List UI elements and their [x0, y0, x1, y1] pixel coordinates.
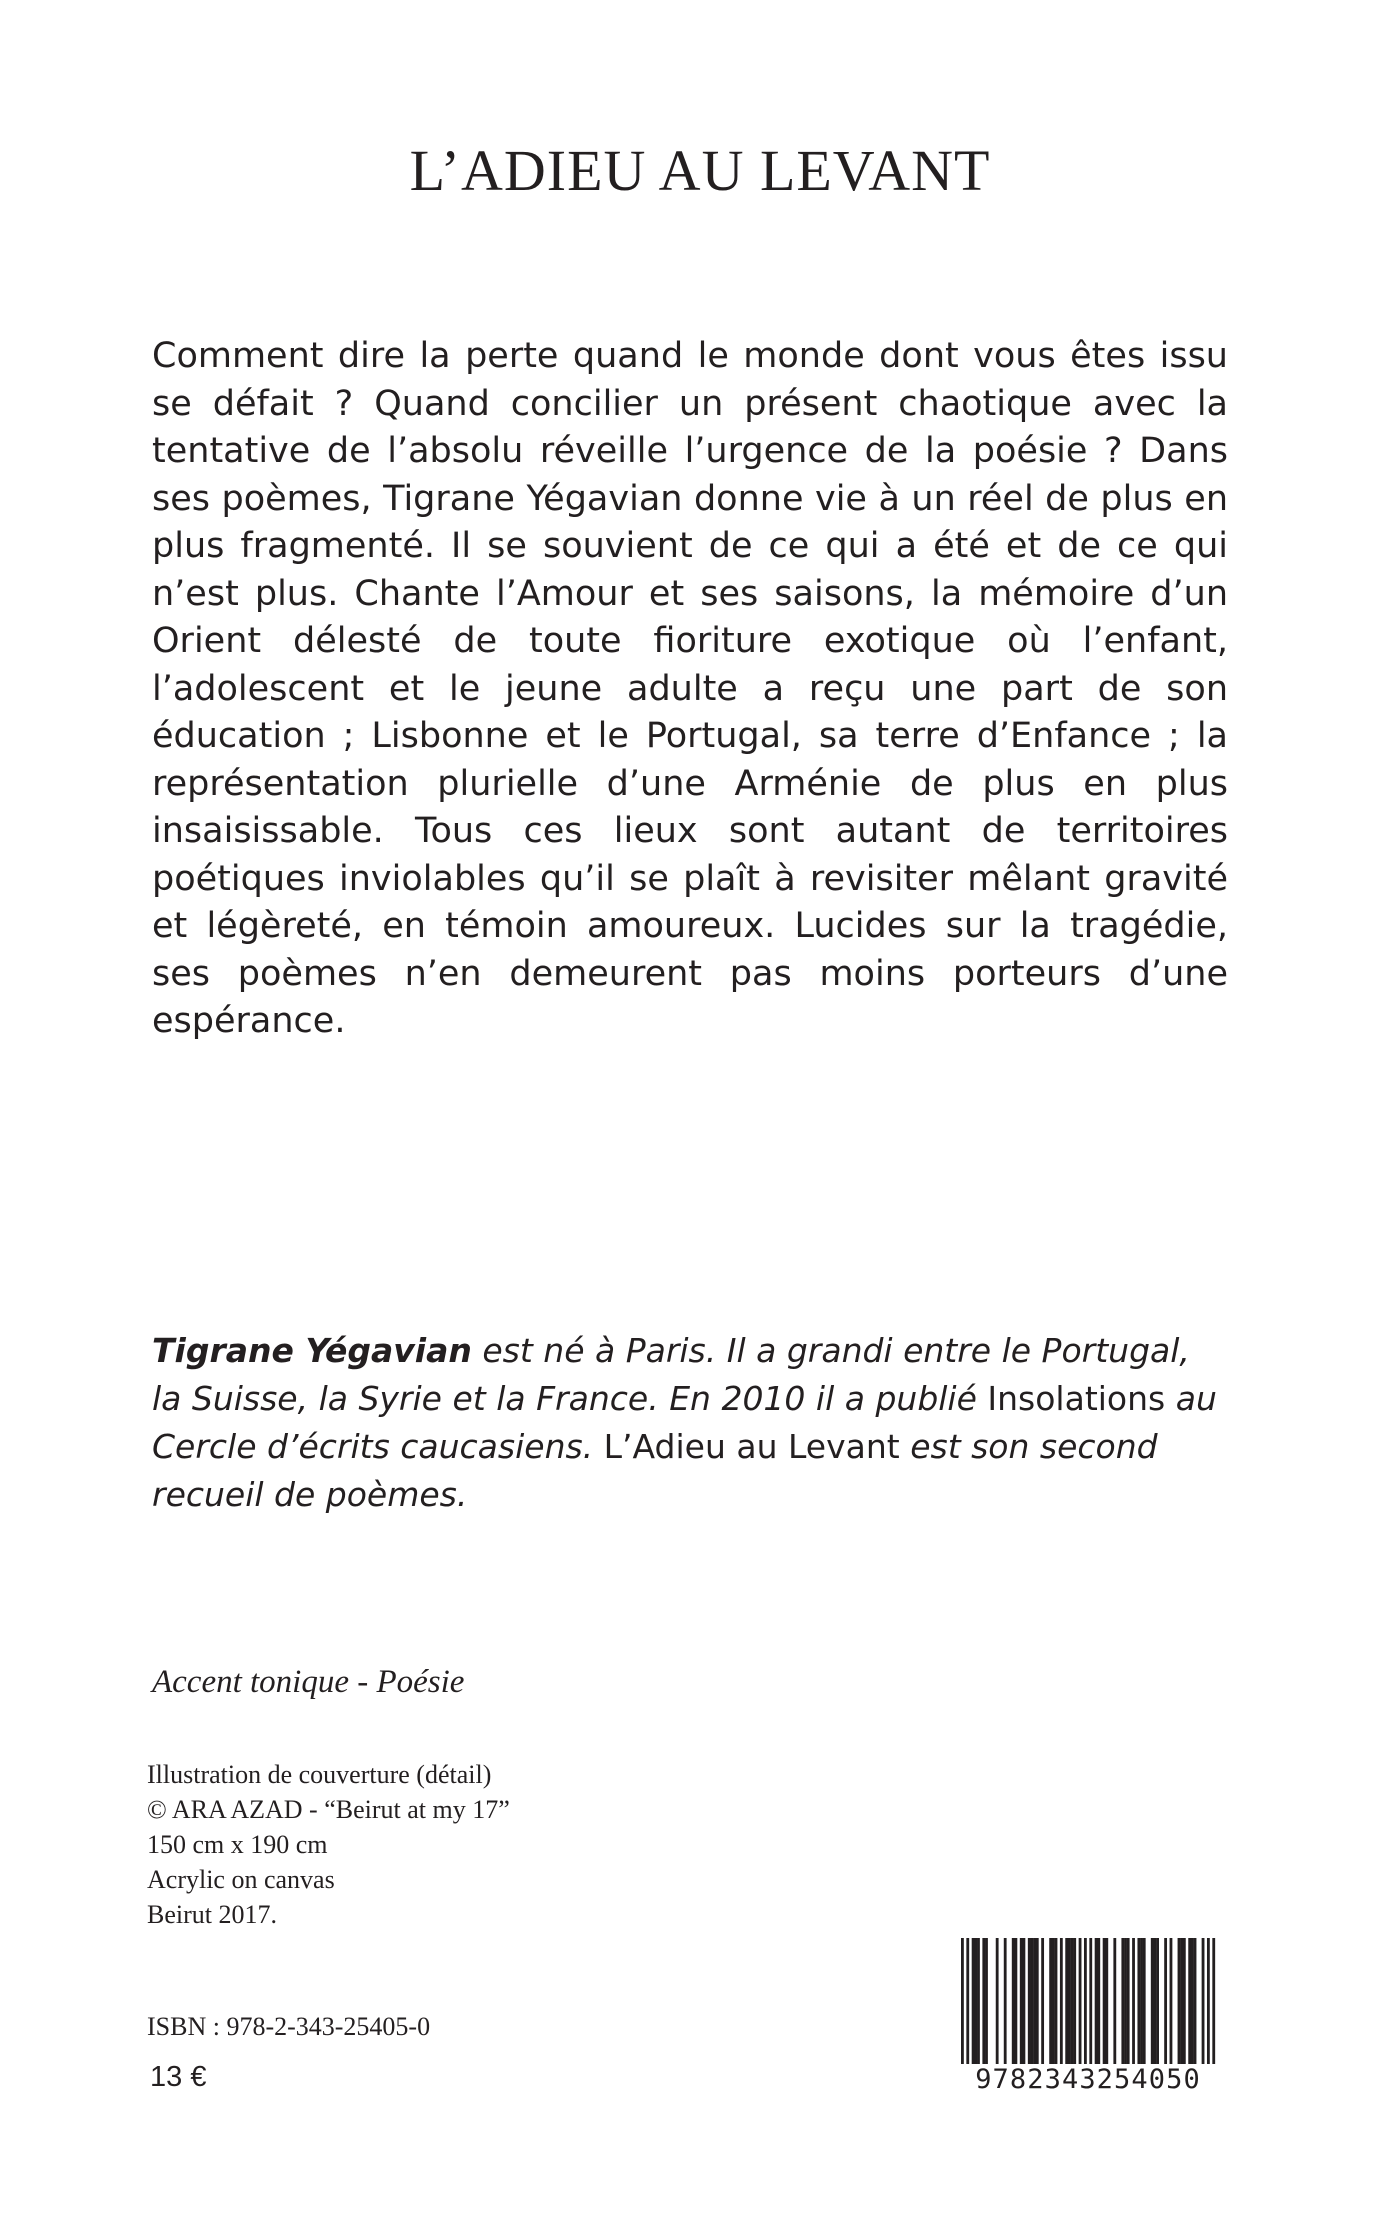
credit-line: Beirut 2017.: [147, 1900, 277, 1929]
barcode-bar: [1170, 1938, 1173, 2064]
barcode-bar: [1020, 1938, 1023, 2064]
barcode-digits: 9782343254050: [975, 2064, 1201, 2095]
barcode-bar: [1014, 1938, 1017, 2064]
barcode-bar: [1121, 1938, 1124, 2064]
barcode-bar: [1095, 1938, 1098, 2064]
barcode-bars: [959, 1938, 1217, 2064]
bio-text-1: est né à Paris. Il a grandi entre le Portugal, la Suisse, la Syrie et la France. En 2010 il a publié: [152, 1331, 1190, 1418]
barcode-bar: [1079, 1938, 1082, 2064]
barcode-bar: [1060, 1938, 1063, 2064]
barcode-bar: [977, 1938, 980, 2064]
back-cover-blurb: Comment dire la perte quand le monde dont vous êtes issu se défait ? Quand concilier un présent chaotique avec la tentative de l’absolu réveille l’urgence de la poésie ? Dans ses poèmes, Tigrane Yégavian donne vie à un réel de plus en plus fragmenté. Il se souvient de ce qui a été et de ce qui n’est plus. Chante l’Amour et ses saisons, la mémoire d’un Orient délesté de toute fioriture exotique où l’enfant, l’adolescent et le jeune adulte a reçu une part de son éducation ; Lisbonne et le Portugal, sa terre d’Enfance ; la représentation plurielle d’une Arménie de plus en plus insaisissable. Tous ces lieux sont autant de territoires poétiques inviolables qu’il se plaît à revisiter mêlant gravité et légèreté, en témoin amoureux. Lucides sur la tragédie, ses poèmes n’en demeurent pas moins porteurs d’une espérance.: [152, 336, 1228, 1041]
barcode-bar: [1022, 1938, 1025, 2064]
barcode-bar: [1055, 1938, 1058, 2064]
illustration-credits: [147, 1757, 510, 1932]
barcode-bar: [1194, 1938, 1197, 2064]
barcode-bar: [1033, 1938, 1036, 2064]
barcode-bar: [1132, 1938, 1135, 2064]
barcode-bar: [1105, 1938, 1108, 2064]
price: 13 €: [150, 2061, 207, 2093]
credit-line: Illustration de couverture (détail): [147, 1760, 492, 1789]
bio-text-2: au Cercle d’écrits caucasiens.: [152, 1379, 1217, 1466]
barcode-bar: [1207, 1938, 1210, 2064]
barcode-bar: [1191, 1938, 1194, 2064]
barcode-bar: [1097, 1938, 1100, 2064]
barcode-bar: [1012, 1938, 1015, 2064]
barcode-bar: [1041, 1938, 1044, 2064]
book-title: L’ADIEU AU LEVANT: [409, 138, 991, 203]
barcode-bar: [1052, 1938, 1055, 2064]
barcode-bar: [961, 1938, 964, 2064]
barcode-bar: [1103, 1938, 1106, 2064]
book-title-adieu: L’Adieu au Levant: [603, 1427, 900, 1466]
isbn: ISBN : 978-2-343-25405-0: [147, 2012, 431, 2041]
barcode-bar: [1188, 1938, 1191, 2064]
barcode-bar: [1164, 1938, 1167, 2064]
barcode-bar: [974, 1938, 977, 2064]
barcode-bar: [1154, 1938, 1157, 2064]
barcode-bar: [1124, 1938, 1127, 2064]
barcode-bar: [982, 1938, 985, 2064]
credit-line: © ARA AZAD - “Beirut at my 17”: [147, 1795, 510, 1824]
bio-text-3: est son second recueil de poèmes.: [152, 1427, 1158, 1514]
barcode-bar: [1140, 1938, 1143, 2064]
barcode-bar: [1004, 1938, 1007, 2064]
barcode-bar: [996, 1938, 999, 2064]
barcode-bar: [1071, 1938, 1074, 2064]
author-name: Tigrane Yégavian: [152, 1331, 472, 1370]
barcode-bar: [1127, 1938, 1130, 2064]
barcode-bar: [1183, 1938, 1186, 2064]
barcode-bar: [972, 1938, 975, 2064]
barcode-bar: [1089, 1938, 1092, 2064]
credit-line: 150 cm x 190 cm: [147, 1830, 328, 1859]
barcode-bar: [1178, 1938, 1181, 2064]
credit-line: Acrylic on canvas: [147, 1865, 335, 1894]
barcode-bar: [1143, 1938, 1146, 2064]
barcode-bar: [1137, 1938, 1140, 2064]
barcode-bar: [985, 1938, 988, 2064]
barcode-bar: [1036, 1938, 1039, 2064]
barcode-bar: [1049, 1938, 1052, 2064]
barcode-bar: [1073, 1938, 1076, 2064]
book-title-insolations: Insolations: [987, 1379, 1166, 1418]
barcode-bar: [1151, 1938, 1154, 2064]
barcode-bar: [1113, 1938, 1116, 2064]
barcode-bar: [1212, 1938, 1215, 2064]
barcode-bar: [966, 1938, 969, 2064]
barcode-bar: [1084, 1938, 1087, 2064]
barcode-bar: [1180, 1938, 1183, 2064]
barcode-bar: [1028, 1938, 1031, 2064]
barcode-bar: [1202, 1938, 1205, 2064]
collection-name: Accent tonique - Poésie: [152, 1664, 465, 1700]
barcode-bar: [1031, 1938, 1034, 2064]
author-bio: [152, 1327, 1228, 1519]
barcode-bar: [1068, 1938, 1071, 2064]
barcode: [959, 1938, 1217, 2100]
barcode-bar: [1156, 1938, 1159, 2064]
barcode-bar: [1065, 1938, 1068, 2064]
